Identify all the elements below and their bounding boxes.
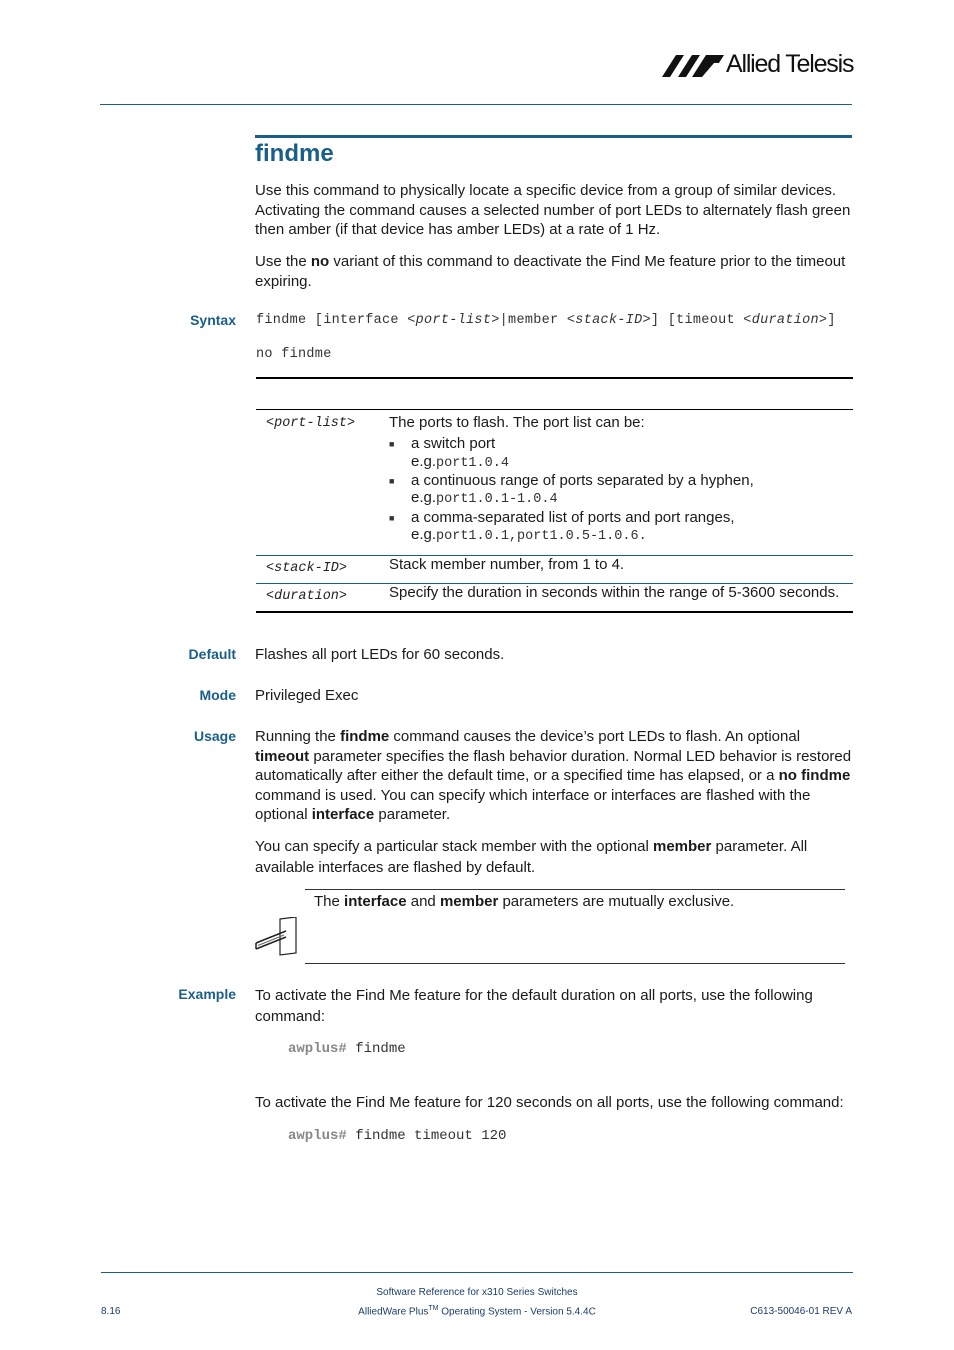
param-name-stack-id: <stack-ID> [266,561,348,576]
header-rule [100,104,852,105]
note-bottom-rule [305,963,845,964]
param-desc-stack-id: Stack member number, from 1 to 4. [389,556,625,573]
bullet-text-3: a comma-separated list of ports and port ranges, [411,509,735,526]
param-name-port-list: <port-list> [266,416,356,431]
footer-version: AlliedWare Plus™ Operating System - Version 5.4.4C [358,1305,596,1318]
example-intro-2: To activate the Find Me feature for 120 seconds on all ports, use the following command: [255,1094,844,1111]
footer-rule [101,1272,853,1273]
bullet-eg-1: e.g.port1.0.4 [411,453,509,471]
param-desc-port-list: The ports to flash. The port list can be: [389,414,645,431]
default-text: Flashes all port LEDs for 60 seconds. [255,646,505,663]
bullet-eg-3: e.g.port1.0.1,port1.0.5-1.0.6. [411,526,647,544]
bullet-icon: ■ [389,439,395,449]
example-label: Example [178,986,236,1002]
syntax-line-1: findme [interface <port-list>|member <stack-ID>] [timeout <duration>] [256,313,836,328]
intro-paragraph-1: Use this command to physically locate a specific device from a group of similar devices. Activating the command causes a selected number of port LEDs to alternately flash green then amber (if that device has amber LEDs) at a rate of 1 Hz. [255,182,851,238]
title-rule [255,135,852,138]
default-label: Default [188,646,236,662]
usage-paragraph-2: You can specify a particular stack member with the optional member parameter. All available interfaces are flashed by default. [255,838,808,876]
logo-mark-icon [662,53,728,79]
param-desc-duration: Specify the duration in seconds within the range of 5-3600 seconds. [389,584,840,601]
mode-label: Mode [199,687,236,703]
document-id: C613-50046-01 REV A [750,1306,852,1317]
bullet-text-2: a continuous range of ports separated by a hyphen, [411,472,754,489]
note-pencil-icon [254,917,298,957]
page-title: findme [255,140,334,167]
table-bottom-rule [256,611,853,613]
page-number: 8.16 [101,1306,121,1317]
bullet-text-1: a switch port [411,435,496,452]
bullet-icon: ■ [389,513,395,523]
intro-paragraph-2: Use the no variant of this command to deactivate the Find Me feature prior to the timeout expiring. [255,253,846,290]
logo-text: Allied Telesis [726,50,854,78]
bullet-eg-2: e.g.port1.0.1-1.0.4 [411,489,558,507]
note-text: The interface and member parameters are mutually exclusive. [314,893,735,910]
brand-logo [662,50,854,80]
footer-title: Software Reference for x310 Series Switches [376,1287,578,1298]
example-intro-1: To activate the Find Me feature for the default duration on all ports, use the following command: [255,987,813,1025]
example-command-1: awplus# findme [288,1041,406,1057]
table-top-rule [256,409,853,410]
syntax-line-2: no findme [256,347,332,362]
usage-label: Usage [193,728,236,744]
param-name-duration: <duration> [266,589,348,604]
example-command-2: awplus# findme timeout 120 [288,1128,507,1144]
bullet-icon: ■ [389,476,395,486]
syntax-label: Syntax [190,312,236,328]
mode-text: Privileged Exec [255,687,359,704]
syntax-rule [256,377,853,379]
note-top-rule [305,889,845,890]
usage-paragraph-1: Running the findme command causes the device’s port LEDs to flash. An optional timeout parameter specifies the flash behavior duration. Normal LED behavior is restored automatically after either the default time, or a specified time has elapsed, or a no findme command is used. You can specify which interface or interfaces are flashed with the optional interface parameter. [255,728,852,823]
